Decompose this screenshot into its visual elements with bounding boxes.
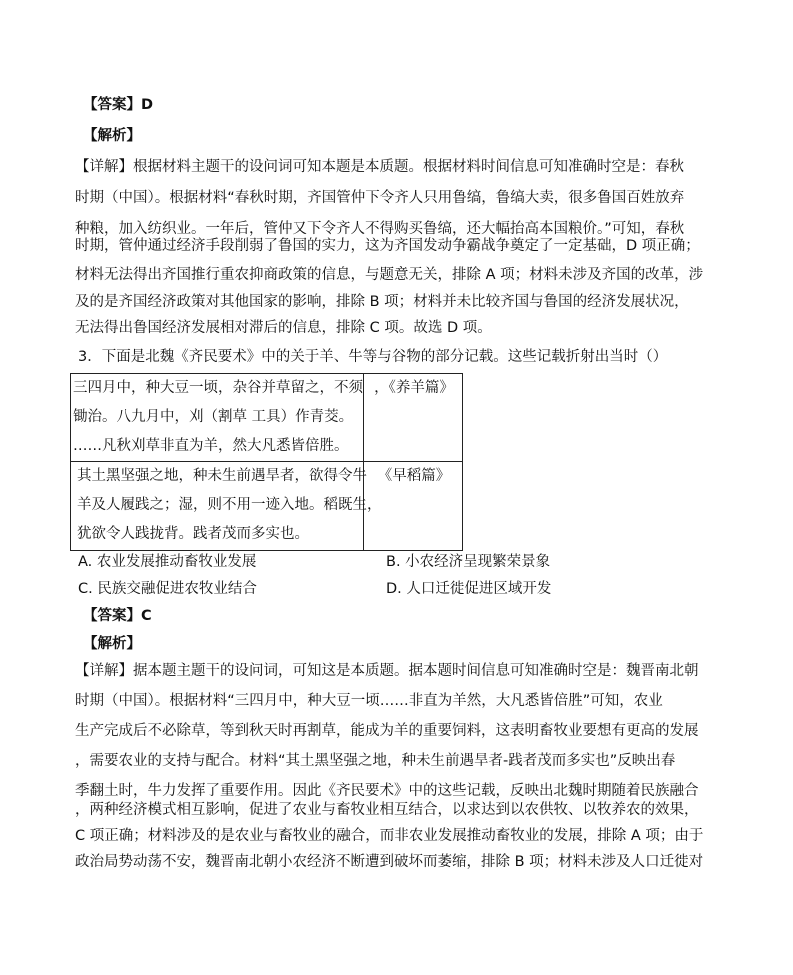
q2-detail-line: 无法得出鲁国经济发展相对滞后的信息，排除 C 项。故选 D 项。 (75, 320, 492, 336)
q2-answer-label: 【答案】 (83, 97, 141, 113)
option-b: B. 小农经济呈现繁荣景象 (386, 554, 551, 570)
q2-detail-line: 种粮，加入纺织业。一年后，管仲又下令齐人不得购买鲁缟，还大幅抬高本国粮价。”可知，春秋 (75, 221, 685, 237)
q2-answer-value: D (141, 97, 154, 113)
q3-detail-line: 生产完成后不必除草，等到秋天时再割草，能成为羊的重要饲料，这表明畜牧业要想有更高的发展 (75, 723, 699, 739)
q3-detail-line: 季翻土时，牛力发挥了重要作用。因此《齐民要术》中的这些记载，反映出北魏时期随着民族融合 (75, 783, 699, 799)
material-text-cell (71, 462, 382, 551)
material-text-line: 其土黑坚强之地，种未生前遇旱者，欲得令牛 (77, 468, 367, 484)
q3-detail-line: ，两种经济模式相互影响，促进了农业与畜牧业相互结合，以求达到以农供牧、以牧养农的效果， (75, 802, 699, 818)
q3-answer-value: C (141, 608, 152, 624)
table-row (71, 374, 463, 462)
q2-detail-line: 时期（中国）。根据材料“春秋时期，齐国管仲下令齐人只用鲁缟，鲁缟大卖，很多鲁国百姓放弃 (75, 190, 685, 206)
q2-detail-line: 材料无法得出齐国推行重农抑商政策的信息，与题意无关，排除 A 项；材料未涉及齐国的改革，涉 (75, 267, 704, 283)
q2-detail-line: 【详解】根据材料主题干的设问词可知本题是本质题。根据材料时间信息可知准确时空是：春秋 (75, 159, 684, 175)
q3-detail-line: C 项正确；材料涉及的是农业与畜牧业的融合，而非农业发展推动畜牧业的发展，排除 A 项；由于 (75, 828, 704, 844)
material-text-line: ……凡秋刈草非直为羊，然大凡悉皆倍胜。 (73, 438, 349, 454)
q3-answer-label: 【答案】 (83, 608, 141, 624)
q3-detail-line: 政治局势动荡不安，魏晋南北朝小农经济不断遭到破坏而萎缩，排除 B 项；材料未涉及人口迁徙对 (75, 854, 704, 870)
material-source-cell (364, 374, 463, 462)
material-table (70, 373, 463, 551)
option-a: A. 农业发展推动畜牧业发展 (78, 554, 257, 570)
material-source: 《早稻篇》 (377, 468, 451, 484)
material-text-line: 锄治。八九月中，刈（割草 工具）作青茭。 (73, 409, 354, 425)
option-d: D. 人口迁徙促进区域开发 (386, 581, 552, 597)
q2-detail-line: 及的是齐国经济政策对其他国家的影响，排除 B 项；材料并未比较齐国与鲁国的经济发展状况， (75, 294, 689, 310)
q3-detail-line: 【详解】据本题主题干的设问词，可知这是本质题。据本题时间信息可知准确时空是：魏晋南北朝 (75, 663, 699, 679)
material-text-line: 犹欲令人践拢背。践者茂而多实也。 (77, 526, 309, 542)
material-text-cell (71, 374, 364, 462)
q3-analysis-label: 【解析】 (83, 636, 141, 652)
material-text-line: 羊及人履践之；湿，则不用一迹入地。稻既生， (77, 497, 382, 513)
q2-detail-line: 时期，管仲通过经济手段削弱了鲁国的实力，这为齐国发动争霸战争奠定了一定基础，D 项正确； (75, 238, 700, 254)
q2-analysis-label: 【解析】 (83, 128, 141, 144)
table-row (71, 462, 463, 551)
q3-stem: 3．下面是北魏《齐民要术》中的关于羊、牛等与谷物的部分记载。这些记载折射出当时（） (78, 349, 668, 365)
q3-detail-line: 时期（中国）。根据材料“三四月中，种大豆一顷……非直为羊然，大凡悉皆倍胜”可知，农业 (75, 693, 663, 709)
material-source: ，《养羊篇》 (374, 380, 454, 396)
q3-detail-line: ，需要农业的支持与配合。材料“其土黑坚强之地，种未生前遇旱者-践者茂而多实也”反映出春 (75, 753, 676, 769)
q2-answer (83, 95, 153, 115)
q3-answer (83, 606, 152, 626)
option-c: C. 民族交融促进农牧业结合 (78, 581, 257, 597)
material-text-line: 三四月中，种大豆一顷，杂谷并草留之，不须 (73, 380, 363, 396)
